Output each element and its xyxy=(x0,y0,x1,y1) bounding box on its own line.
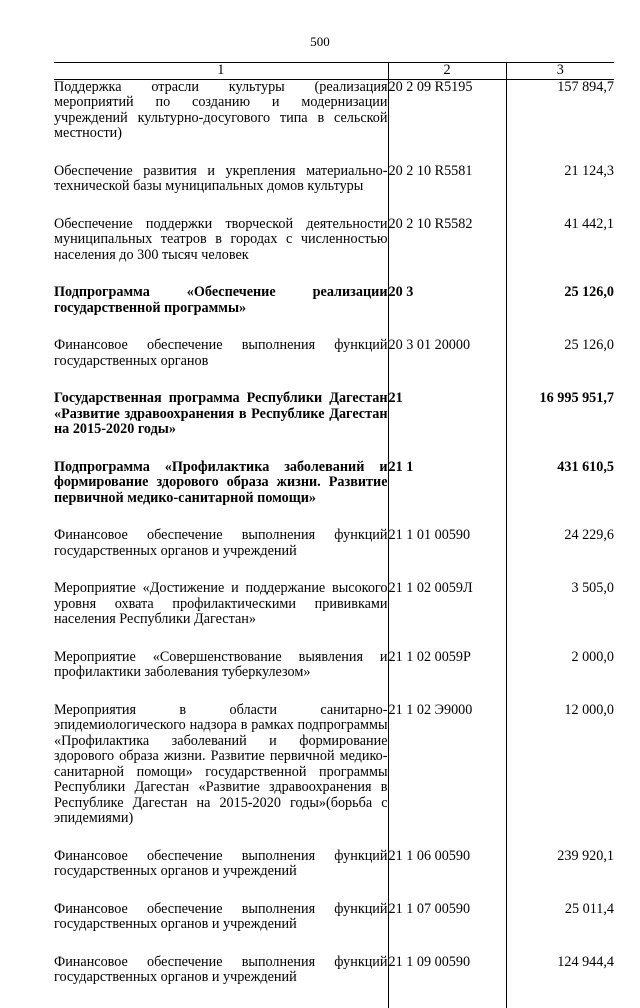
row-code: 20 2 10 R5581 xyxy=(388,164,506,195)
spacer-cell xyxy=(54,628,388,650)
table-row xyxy=(54,650,614,681)
row-name: Обеспечение поддержки творческой деятельности муниципальных театров в городах с численностью населения до 300 тысяч человек xyxy=(54,215,388,263)
spacer-cell xyxy=(506,316,614,338)
row-spacer xyxy=(54,438,614,460)
spacer-cell xyxy=(54,986,388,1008)
row-spacer xyxy=(54,559,614,581)
spacer-cell xyxy=(506,142,614,164)
row-name: Финансовое обеспечение выполнения функций государственных органов и учреждений xyxy=(54,900,388,932)
row-amount: 25 126,0 xyxy=(564,337,614,353)
row-spacer xyxy=(54,195,614,217)
table-row xyxy=(54,528,614,559)
spacer-cell xyxy=(54,316,388,338)
table-body xyxy=(54,79,614,1008)
row-amount: 25 126,0 xyxy=(564,284,614,300)
spacer-cell xyxy=(388,880,506,902)
spacer-cell xyxy=(388,827,506,849)
row-code: 21 1 02 0059Р xyxy=(388,650,506,681)
spacer-cell xyxy=(54,369,388,391)
row-code: 21 1 01 00590 xyxy=(388,528,506,559)
row-spacer xyxy=(54,628,614,650)
spacer-cell xyxy=(54,263,388,285)
table-row xyxy=(54,285,614,316)
row-amount: 124 944,4 xyxy=(557,953,614,970)
spacer-cell xyxy=(506,827,614,849)
header-col-2: 2 xyxy=(388,63,506,80)
spacer-cell xyxy=(506,438,614,460)
row-name: Государственная программа Республики Дагестан «Развитие здравоохранения в Республике Дагестан на 2015-2020 годы» xyxy=(54,390,388,437)
row-amount: 12 000,0 xyxy=(564,701,614,718)
row-code: 20 3 01 20000 xyxy=(388,338,506,369)
spacer-cell xyxy=(388,506,506,528)
row-code: 21 1 09 00590 xyxy=(388,955,506,986)
row-name: Мероприятие «Достижение и поддержание высокого уровня охвата профилактическими прививками населения Республики Дагестан» xyxy=(54,580,388,627)
row-name: Мероприятия в области санитарно-эпидемиологического надзора в рамках подпрограммы «Профилактика заболеваний и формирование здорового образа жизни. Развитие первичной медико-санитарной помощи» государственной программы Республики Дагестан «Развитие здравоохранения в Республике Дагестан на 2015-2020 годы»(борьба с эпидемиями) xyxy=(54,701,388,826)
spacer-cell xyxy=(388,681,506,703)
row-code: 21 1 02 0059Л xyxy=(388,581,506,628)
table-row xyxy=(54,217,614,264)
row-spacer xyxy=(54,880,614,902)
row-spacer xyxy=(54,933,614,955)
row-amount: 431 610,5 xyxy=(557,458,614,475)
table-row xyxy=(54,164,614,195)
spacer-cell xyxy=(388,933,506,955)
row-name: Финансовое обеспечение выполнения функций государственных органов xyxy=(54,337,388,369)
row-name: Мероприятие «Совершенствование выявления и профилактики заболевания туберкулезом» xyxy=(54,648,388,680)
row-spacer xyxy=(54,316,614,338)
spacer-cell xyxy=(388,195,506,217)
row-spacer xyxy=(54,986,614,1008)
row-amount: 21 124,3 xyxy=(564,162,614,179)
row-name: Обеспечение развития и укрепления материально-технической базы муниципальных домов культуры xyxy=(54,162,388,194)
spacer-cell xyxy=(506,506,614,528)
spacer-cell xyxy=(506,195,614,217)
spacer-cell xyxy=(506,933,614,955)
header-col-1: 1 xyxy=(54,63,388,80)
budget-table xyxy=(54,62,614,1008)
spacer-cell xyxy=(388,438,506,460)
table-row xyxy=(54,338,614,369)
row-amount: 239 920,1 xyxy=(557,847,614,864)
row-spacer xyxy=(54,369,614,391)
row-name: Финансовое обеспечение выполнения функций государственных органов и учреждений xyxy=(54,953,388,985)
spacer-cell xyxy=(506,986,614,1008)
row-amount: 16 995 951,7 xyxy=(539,390,614,406)
spacer-cell xyxy=(506,880,614,902)
row-spacer xyxy=(54,827,614,849)
spacer-cell xyxy=(506,628,614,650)
spacer-cell xyxy=(388,628,506,650)
row-name: Поддержка отрасли культуры (реализация мероприятий по созданию и модернизации учреждений культурно-досугового типа в сельской местности) xyxy=(54,78,388,141)
spacer-cell xyxy=(506,681,614,703)
row-spacer xyxy=(54,681,614,703)
row-code: 20 2 10 R5582 xyxy=(388,217,506,264)
row-spacer xyxy=(54,263,614,285)
page-number: 500 xyxy=(310,34,330,49)
row-amount: 157 894,7 xyxy=(557,78,614,95)
spacer-cell xyxy=(506,559,614,581)
spacer-cell xyxy=(388,142,506,164)
row-name: Подпрограмма «Профилактика заболеваний и формирование здорового образа жизни. Развитие первичной медико-санитарной помощи» xyxy=(54,458,388,506)
row-amount: 3 505,0 xyxy=(571,580,614,596)
table-row xyxy=(54,391,614,438)
row-code: 21 1 07 00590 xyxy=(388,902,506,933)
row-code: 21 1 06 00590 xyxy=(388,849,506,880)
row-name: Финансовое обеспечение выполнения функций государственных органов и учреждений xyxy=(54,527,388,559)
spacer-cell xyxy=(54,559,388,581)
row-amount: 24 229,6 xyxy=(564,527,614,543)
spacer-cell xyxy=(388,263,506,285)
table-row xyxy=(54,849,614,880)
table-row xyxy=(54,581,614,628)
row-code: 21 1 xyxy=(388,460,506,507)
row-name: Финансовое обеспечение выполнения функций государственных органов и учреждений xyxy=(54,847,388,879)
row-amount: 41 442,1 xyxy=(564,215,614,232)
spacer-cell xyxy=(54,880,388,902)
row-spacer xyxy=(54,506,614,528)
spacer-cell xyxy=(388,369,506,391)
row-spacer xyxy=(54,142,614,164)
spacer-cell xyxy=(54,438,388,460)
table-header xyxy=(54,63,614,80)
spacer-cell xyxy=(506,263,614,285)
table-row xyxy=(54,703,614,827)
spacer-cell xyxy=(54,681,388,703)
table-row xyxy=(54,79,614,142)
row-code: 20 2 09 R5195 xyxy=(388,79,506,142)
header-col-3: 3 xyxy=(506,63,614,80)
row-code: 21 xyxy=(388,391,506,438)
spacer-cell xyxy=(388,559,506,581)
table-row xyxy=(54,460,614,507)
row-code: 21 1 02 Э9000 xyxy=(388,703,506,827)
spacer-cell xyxy=(54,142,388,164)
spacer-cell xyxy=(388,986,506,1008)
spacer-cell xyxy=(54,195,388,217)
spacer-cell xyxy=(54,827,388,849)
row-amount: 2 000,0 xyxy=(571,648,614,665)
table-row xyxy=(54,902,614,933)
spacer-cell xyxy=(506,369,614,391)
row-amount: 25 011,4 xyxy=(564,900,614,917)
spacer-cell xyxy=(54,933,388,955)
table-row xyxy=(54,955,614,986)
spacer-cell xyxy=(388,316,506,338)
row-code: 20 3 xyxy=(388,285,506,316)
row-name: Подпрограмма «Обеспечение реализации государственной программы» xyxy=(54,284,388,316)
spacer-cell xyxy=(54,506,388,528)
